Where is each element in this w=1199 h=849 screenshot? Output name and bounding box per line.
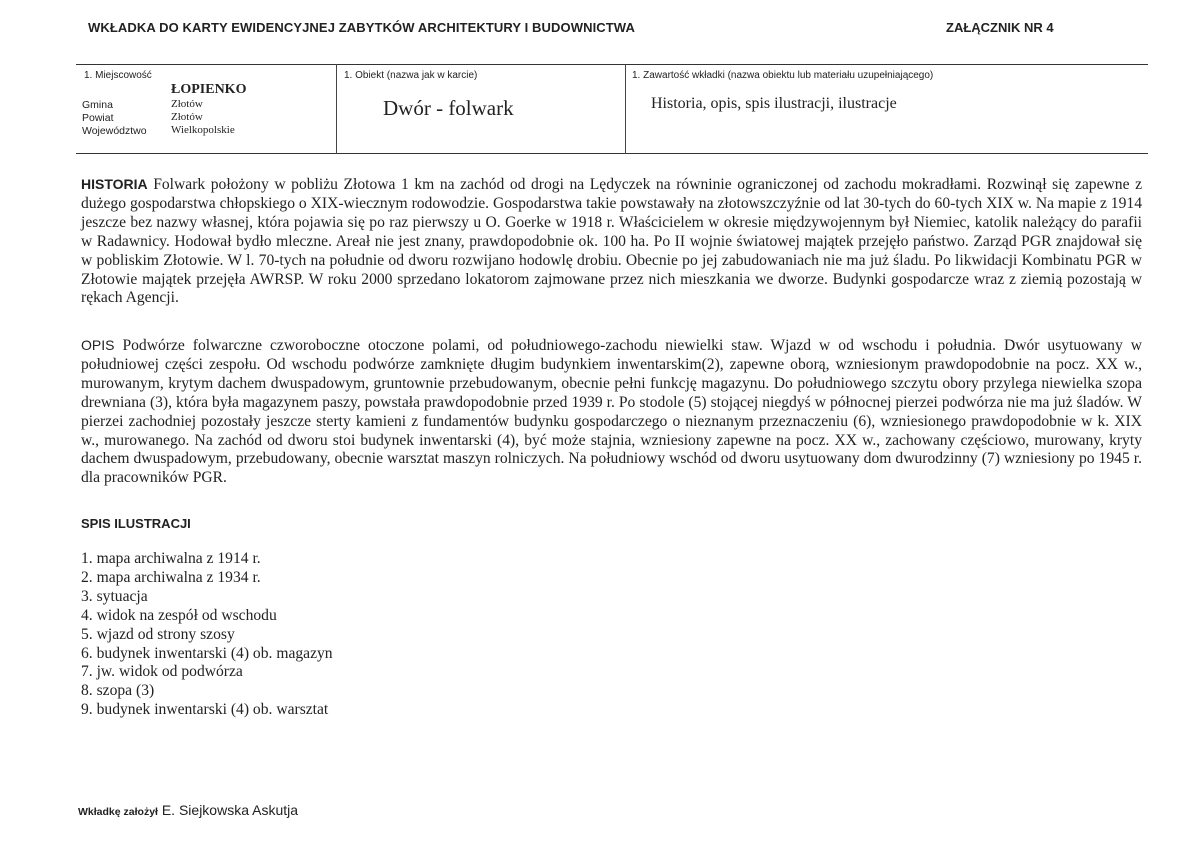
contents-value: Historia, opis, spis ilustracji, ilustracje [651,95,897,112]
table-top-border [76,64,1148,65]
footer [78,802,298,818]
opis-section [81,336,1142,488]
table-divider-1 [336,64,337,154]
opis-label: OPIS [81,337,115,353]
list-item: 3. sytuacja [81,587,148,605]
historia-label: HISTORIA [81,176,148,192]
list-item: 4. widok na zespół od wschodu [81,606,277,624]
location-label: 1. Miejscowość [84,70,152,81]
wojewodztwo-value: Wielkopolskie [171,124,235,136]
gmina-label: Gmina [82,99,113,111]
list-item: 2. mapa archiwalna z 1934 r. [81,568,261,586]
location-town: ŁOPIENKO [171,82,247,97]
attachment-number: ZAŁĄCZNIK NR 4 [946,20,1054,35]
contents-label: 1. Zawartość wkładki (nazwa obiektu lub materiału uzupełniającego) [632,70,934,81]
footer-label: Wkładkę założył [78,806,158,818]
list-item: 1. mapa archiwalna z 1914 r. [81,550,261,567]
illustrations-heading: SPIS ILUSTRACJI [81,516,191,531]
historia-section [81,175,1142,308]
list-item: 7. jw. widok od podwórza [81,663,243,681]
opis-text: Podwórze folwarczne czworoboczne otoczone polami, od południowego-zachodu niewielki staw. Wjazd w od wschodu i południa. Dwór usytuowany w południowej części zespołu. Od wschodu podwórze zamknięte długim budynkiem inwentarskim(2), zapewne oborą, wzniesionym prawdopodobnie na pocz. XX w., murowanym, krytym dachem dwuspadowym, gruntownie przebudowanym, obecnie pełni funkcję magazynu. Do południowego szczytu obory przylega niewielka szopa drewniana (3), która była magazynem paszy, powstała prawdopodobnie przed 1939 r. Po stodole (5) stojącej niegdyś w północnej pierzei podwórza nie ma już śladów. W pierzei zachodniej pozostały jeszcze sterty kamieni z fundamentów budynku gospodarczego o nieznanym przeznaczeniu (6), wzniesionego prawdopodobnie w k. XIX w., murowanego. Na zachód od dworu stoi budynek inwentarski (4), być może stajnia, wzniesiony zapewne na pocz. XX w., zachowany częściowo, murowany, kryty dachem dwuspadowym, przebudowany, obecnie warsztat maszyn rolniczych. Na południowy wschód od dworu usytuowany dom dwurodzinny (7) wzniesiony po 1945 r. dla pracowników PGR. [81,337,1142,487]
table-divider-2 [625,64,626,154]
powiat-label: Powiat [82,112,114,124]
table-bottom-border [76,153,1148,154]
list-item: 8. szopa (3) [81,682,155,700]
document-title: WKŁADKA DO KARTY EWIDENCYJNEJ ZABYTKÓW ARCHITEKTURY I BUDOWNICTWA [88,20,635,35]
powiat-value: Złotów [171,111,203,123]
gmina-value: Złotów [171,98,203,110]
wojewodztwo-label: Województwo [82,125,147,137]
illustrations-list [81,550,333,720]
header-table [76,64,1148,154]
list-item: 5. wjazd od strony szosy [81,625,235,643]
list-item: 6. budynek inwentarski (4) ob. magazyn [81,644,333,662]
historia-text: Folwark położony w pobliżu Złotowa 1 km na zachód od drogi na Lędyczek na równinie ograniczonej od zachodu mokradłami. Rozwinął się zapewne z dużego gospodarstwa chłopskiego o XIX-wiecznym rodowodzie. Gospodarstwa takie powstawały na złotowszczyźnie od lat 30-tych do 60-tych XIX w. Na mapie z 1914 jeszcze bez nazwy własnej, która pojawia się po raz pierwszy u O. Goerke w 1918 r. Właścicielem w okresie międzywojennym był Niemiec, katolik należący do parafii w Radawnicy. Hodował bydło mleczne. Areał nie jest znany, prawdopodobnie ok. 100 ha. Po II wojnie światowej majątek przejęło państwo. Zarząd PGR znajdował się w pobliskim Złotowie. W l. 70-tych na południe od dworu rozwijano hodowlę drobiu. Obecnie po jej zabudowaniach nie ma już śladu. Po likwidacji Kombinatu PGR w Złotowie majątek przejęła AWRSP. W roku 2000 sprzedano lokatorom zajmowane przez nich mieszkania we dworze. Budynki gospodarcze wraz z ziemią pozostają w rękach Agencji. [81,176,1142,307]
object-label: 1. Obiekt (nazwa jak w karcie) [344,70,478,81]
object-value: Dwór - folwark [383,96,514,120]
list-item: 9. budynek inwentarski (4) ob. warsztat [81,701,329,719]
footer-author: E. Siejkowska Askutja [161,802,299,818]
